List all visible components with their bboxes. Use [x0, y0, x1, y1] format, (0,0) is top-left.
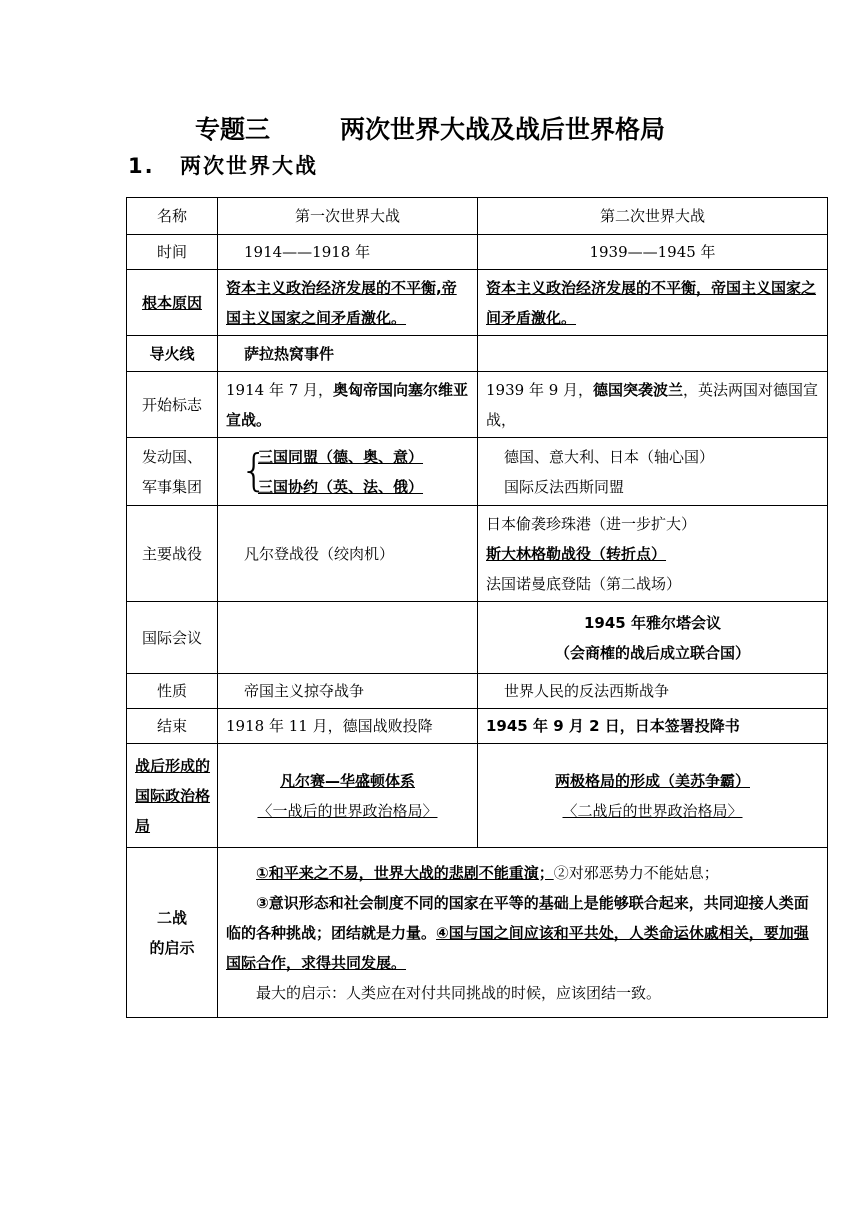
conference-ww1	[218, 602, 478, 674]
start-ww2-date: 1939 年 9 月，	[486, 380, 594, 399]
battles-ww2	[478, 506, 828, 602]
start-label: 开始标志	[127, 372, 218, 438]
end-label: 结束	[127, 709, 218, 744]
end-ww1: 1918 年 11 月，德国战败投降	[218, 709, 478, 744]
start-ww2	[478, 372, 828, 438]
row-order	[127, 744, 828, 848]
battles-ww2-stalingrad: 斯大林格勒战役（转折点）	[486, 544, 667, 563]
lesson-peace: ①和平来之不易，世界大战的悲剧不能重演；	[256, 863, 554, 882]
lesson-para-1	[226, 858, 819, 888]
order-ww2-system: 两极格局的形成（美苏争霸）	[554, 771, 750, 790]
blocs-ww1-entente: 三国协约（英、法、俄）	[258, 477, 424, 496]
lesson-evil: ②对邪恶势力不能姑息；	[553, 863, 719, 882]
fuse-ww1: 萨拉热窝事件	[218, 336, 478, 372]
row-blocs	[127, 438, 828, 506]
time-ww1: 1914——1918 年	[218, 235, 478, 270]
order-ww1-note: 〈一战后的世界政治格局〉	[257, 801, 438, 820]
conference-ww2-un: （会商榷的战后成立联合国）	[554, 643, 750, 662]
blocs-label	[127, 438, 218, 506]
start-ww1-date: 1914 年 7 月，	[226, 380, 334, 399]
time-label: 时间	[127, 235, 218, 270]
nature-label: 性质	[127, 674, 218, 709]
start-ww2-event: 德国突袭波兰	[593, 380, 684, 399]
header-name: 名称	[127, 198, 218, 235]
row-conference	[127, 602, 828, 674]
start-ww1-event: 奥匈帝国向塞尔维亚宣战。	[226, 380, 469, 429]
row-start	[127, 372, 828, 438]
blocs-ww1	[218, 438, 478, 506]
row-lesson	[127, 848, 828, 1018]
conference-ww2	[478, 602, 828, 674]
section-heading	[128, 150, 318, 180]
blocs-ww2	[478, 438, 828, 506]
row-header	[127, 198, 828, 235]
cause-ww2: 资本主义政治经济发展的不平衡，帝国主义国家之间矛盾激化。	[478, 270, 828, 336]
row-cause	[127, 270, 828, 336]
row-battles	[127, 506, 828, 602]
blocs-label-2: 军事集团	[141, 477, 202, 496]
order-label: 战后形成的国际政治格局	[127, 744, 218, 848]
order-ww2-note: 〈二战后的世界政治格局〉	[562, 801, 743, 820]
row-fuse	[127, 336, 828, 372]
cause-ww1: 资本主义政治经济发展的不平衡,帝国主义国家之间矛盾激化。	[218, 270, 478, 336]
lesson-coexist: ④国与国之间应该和平共处，人类命运休戚相关，要加强国际合作，求得共同发展。	[226, 923, 809, 972]
fuse-ww2	[478, 336, 828, 372]
nature-ww2: 世界人民的反法西斯战争	[478, 674, 828, 709]
lesson-unite: ③意识形态和社会制度不同的国家在平等的基础上是能够联合起来，共同迎接人类面临的各种挑战；团结就是力量。	[226, 893, 809, 942]
time-ww2: 1939——1945 年	[478, 235, 828, 270]
order-ww1-system: 凡尔赛—华盛顿体系	[279, 771, 415, 790]
conference-ww2-yalta: 1945 年雅尔塔会议	[584, 613, 721, 632]
header-ww1: 第一次世界大战	[218, 198, 478, 235]
row-end	[127, 709, 828, 744]
fuse-label: 导火线	[127, 336, 218, 372]
header-ww2: 第二次世界大战	[478, 198, 828, 235]
conference-label: 国际会议	[127, 602, 218, 674]
order-ww1	[218, 744, 478, 848]
wars-table	[126, 197, 828, 1018]
lesson-para-3: 最大的启示：人类应在对付共同挑战的时候，应该团结一致。	[256, 983, 662, 1002]
end-ww2: 1945 年 9 月 2 日，日本签署投降书	[478, 709, 828, 744]
row-time	[127, 235, 828, 270]
start-ww1	[218, 372, 478, 438]
lesson-label-2: 的启示	[149, 938, 195, 957]
battles-label: 主要战役	[127, 506, 218, 602]
section-number: 1.	[128, 154, 155, 178]
title-topic: 专题三	[194, 115, 270, 144]
lesson-label	[127, 848, 218, 1018]
section-text: 两次世界大战	[180, 154, 318, 178]
brace-icon: {	[240, 445, 268, 496]
lesson-content	[218, 848, 828, 1018]
start-ww2-rest: ，英法两国对德国宣战，	[486, 380, 819, 429]
lesson-para-2	[226, 888, 819, 978]
blocs-ww1-alliance: 三国同盟（德、奥、意）	[258, 447, 424, 466]
battles-ww2-normandy: 法国诺曼底登陆（第二战场）	[486, 574, 682, 593]
blocs-ww2-axis: 德国、意大利、日本（轴心国）	[504, 447, 715, 466]
blocs-label-1: 发动国、	[141, 447, 202, 466]
order-ww2	[478, 744, 828, 848]
battles-ww2-pearl: 日本偷袭珍珠港（进一步扩大）	[486, 514, 697, 533]
row-nature	[127, 674, 828, 709]
title-subject: 两次世界大战及战后世界格局	[340, 115, 666, 144]
lesson-label-1: 二战	[156, 908, 187, 927]
battles-ww1: 凡尔登战役（绞肉机）	[218, 506, 478, 602]
cause-label: 根本原因	[127, 270, 218, 336]
nature-ww1: 帝国主义掠夺战争	[218, 674, 478, 709]
blocs-ww2-allies: 国际反法西斯同盟	[504, 477, 625, 496]
page-title	[0, 110, 860, 146]
